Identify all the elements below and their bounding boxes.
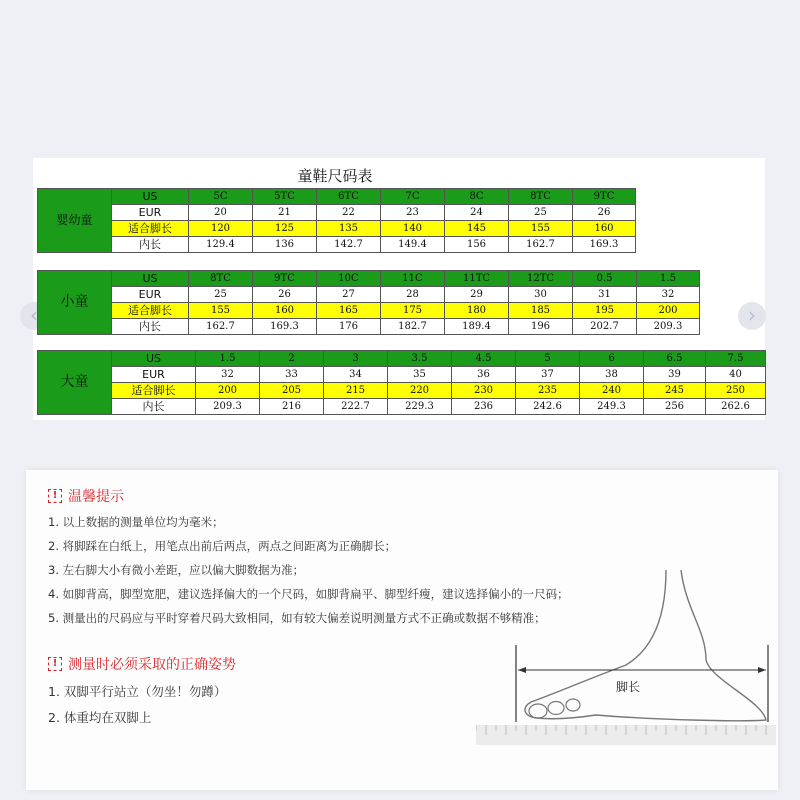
cell: 230 — [452, 383, 516, 399]
row-label-us: US — [112, 189, 189, 205]
cell: 12TC — [509, 271, 573, 287]
cell: 9TC — [573, 189, 636, 205]
cell: 215 — [324, 383, 388, 399]
cell: 242.6 — [516, 399, 580, 415]
cell: 185 — [509, 303, 573, 319]
warning-icon: ! — [48, 489, 62, 503]
size-table-small-child — [37, 270, 700, 335]
cell: 40 — [706, 367, 766, 383]
tips-panel — [26, 470, 778, 790]
cell: 182.7 — [381, 319, 445, 335]
inner-row — [38, 319, 700, 335]
toe-icon — [529, 704, 547, 718]
chevron-right-icon[interactable]: › — [738, 302, 766, 330]
cell: 8TC — [189, 271, 253, 287]
fit-row — [38, 303, 700, 319]
fit-row — [38, 383, 766, 399]
us-row — [38, 189, 636, 205]
cell: 28 — [381, 287, 445, 303]
row-label-inner: 内长 — [112, 319, 189, 335]
cell: 155 — [509, 221, 573, 237]
cell: 6.5 — [644, 351, 706, 367]
cell: 169.3 — [253, 319, 317, 335]
cell: 196 — [509, 319, 573, 335]
row-label-inner: 内长 — [112, 399, 196, 415]
posture-heading — [48, 654, 236, 674]
cell: 3.5 — [388, 351, 452, 367]
cell: 155 — [189, 303, 253, 319]
chevron-left-icon[interactable]: ‹ — [20, 302, 48, 330]
cell: 22 — [317, 205, 381, 221]
cell: 220 — [388, 383, 452, 399]
cell: 6 — [580, 351, 644, 367]
cell: 125 — [253, 221, 317, 237]
cell: 35 — [388, 367, 452, 383]
size-table-infant — [37, 188, 636, 253]
cell: 236 — [452, 399, 516, 415]
row-label-us: US — [112, 351, 196, 367]
cell: 120 — [189, 221, 253, 237]
group-label: 婴幼童 — [38, 189, 112, 253]
cell: 10C — [317, 271, 381, 287]
cell: 235 — [516, 383, 580, 399]
row-label-us: US — [112, 271, 189, 287]
cell: 3 — [324, 351, 388, 367]
posture-line: 1. 双脚平行站立（勿坐！勿蹲） — [48, 684, 227, 699]
cell: 245 — [644, 383, 706, 399]
cell: 156 — [445, 237, 509, 253]
posture-line: 2. 体重均在双脚上 — [48, 710, 152, 725]
cell: 11TC — [445, 271, 509, 287]
cell: 32 — [637, 287, 700, 303]
chart-title: 童鞋尺码表 — [37, 164, 633, 189]
cell: 180 — [445, 303, 509, 319]
cell: 249.3 — [580, 399, 644, 415]
cell: 27 — [317, 287, 381, 303]
cell: 135 — [317, 221, 381, 237]
tip-line: 3. 左右脚大小有微小差距，应以偏大脚数据为准； — [48, 563, 305, 577]
eur-row — [38, 287, 700, 303]
cell: 24 — [445, 205, 509, 221]
cell: 25 — [189, 287, 253, 303]
cell: 200 — [196, 383, 260, 399]
cell: 29 — [445, 287, 509, 303]
cell: 162.7 — [189, 319, 253, 335]
cell: 189.4 — [445, 319, 509, 335]
cell: 4.5 — [452, 351, 516, 367]
cell: 160 — [253, 303, 317, 319]
cell: 0.5 — [573, 271, 637, 287]
fit-row — [38, 221, 636, 237]
us-row — [38, 271, 700, 287]
tip-line: 1. 以上数据的测量单位均为毫米； — [48, 515, 224, 529]
cell: 169.3 — [573, 237, 636, 253]
cell: 202.7 — [573, 319, 637, 335]
cell: 7C — [381, 189, 445, 205]
cell: 129.4 — [189, 237, 253, 253]
inner-row — [38, 399, 766, 415]
cell: 23 — [381, 205, 445, 221]
row-label-fit: 适合脚长 — [112, 221, 189, 237]
cell: 1.5 — [637, 271, 700, 287]
cell: 205 — [260, 383, 324, 399]
cell: 11C — [381, 271, 445, 287]
cell: 136 — [253, 237, 317, 253]
foot-measurement-illustration — [476, 570, 776, 760]
cell: 160 — [573, 221, 636, 237]
cell: 142.7 — [317, 237, 381, 253]
cell: 5TC — [253, 189, 317, 205]
tip-line: 2. 将脚踩在白纸上，用笔点出前后两点，两点之间距离为正确脚长； — [48, 539, 397, 553]
cell: 30 — [509, 287, 573, 303]
cell: 200 — [637, 303, 700, 319]
row-label-eur: EUR — [112, 287, 189, 303]
row-label-inner: 内长 — [112, 237, 189, 253]
row-label-eur: EUR — [112, 205, 189, 221]
cell: 26 — [573, 205, 636, 221]
cell: 2 — [260, 351, 324, 367]
cell: 140 — [381, 221, 445, 237]
tip-line: 5. 测量出的尺码应与平时穿着尺码大致相同，如有较大偏差说明测量方式不正确或数据不够精准； — [48, 611, 546, 625]
cell: 165 — [317, 303, 381, 319]
warning-icon: ! — [48, 657, 62, 671]
cell: 262.6 — [706, 399, 766, 415]
cell: 216 — [260, 399, 324, 415]
cell: 195 — [573, 303, 637, 319]
cell: 229.3 — [388, 399, 452, 415]
cell: 38 — [580, 367, 644, 383]
eur-row — [38, 367, 766, 383]
group-label: 大童 — [38, 351, 112, 415]
inner-row — [38, 237, 636, 253]
cell: 240 — [580, 383, 644, 399]
us-row — [38, 351, 766, 367]
foot-length-label: 脚长 — [616, 680, 641, 694]
row-label-eur: EUR — [112, 367, 196, 383]
toe-icon — [548, 702, 564, 715]
cell: 5C — [189, 189, 253, 205]
cell: 37 — [516, 367, 580, 383]
cell: 176 — [317, 319, 381, 335]
cell: 26 — [253, 287, 317, 303]
cell: 6TC — [317, 189, 381, 205]
cell: 162.7 — [509, 237, 573, 253]
cell: 149.4 — [381, 237, 445, 253]
cell: 36 — [452, 367, 516, 383]
cell: 33 — [260, 367, 324, 383]
cell: 20 — [189, 205, 253, 221]
cell: 250 — [706, 383, 766, 399]
toe-icon — [566, 699, 580, 711]
cell: 5 — [516, 351, 580, 367]
group-label: 小童 — [38, 271, 112, 335]
size-table-big-child — [37, 350, 766, 415]
cell: 8C — [445, 189, 509, 205]
arrow-left-icon — [518, 667, 526, 673]
cell: 175 — [381, 303, 445, 319]
cell: 25 — [509, 205, 573, 221]
cell: 9TC — [253, 271, 317, 287]
cell: 34 — [324, 367, 388, 383]
tip-line: 4. 如脚背高，脚型宽肥，建议选择偏大的一个尺码，如脚背扁平、脚型纤瘦，建议选择偏小的一尺码； — [48, 587, 569, 601]
cell: 39 — [644, 367, 706, 383]
cell: 256 — [644, 399, 706, 415]
cell: 8TC — [509, 189, 573, 205]
cell: 31 — [573, 287, 637, 303]
cell: 222.7 — [324, 399, 388, 415]
foot-icon — [525, 570, 766, 721]
cell: 209.3 — [637, 319, 700, 335]
eur-row — [38, 205, 636, 221]
cell: 21 — [253, 205, 317, 221]
cell: 7.5 — [706, 351, 766, 367]
cell: 209.3 — [196, 399, 260, 415]
cell: 145 — [445, 221, 509, 237]
row-label-fit: 适合脚长 — [112, 383, 196, 399]
cell: 1.5 — [196, 351, 260, 367]
tips-heading-text: 温馨提示 — [68, 489, 124, 505]
arrow-right-icon — [758, 667, 766, 673]
cell: 32 — [196, 367, 260, 383]
posture-heading-text: 测量时必须采取的正确姿势 — [68, 657, 236, 673]
tips-heading — [48, 486, 124, 506]
row-label-fit: 适合脚长 — [112, 303, 189, 319]
